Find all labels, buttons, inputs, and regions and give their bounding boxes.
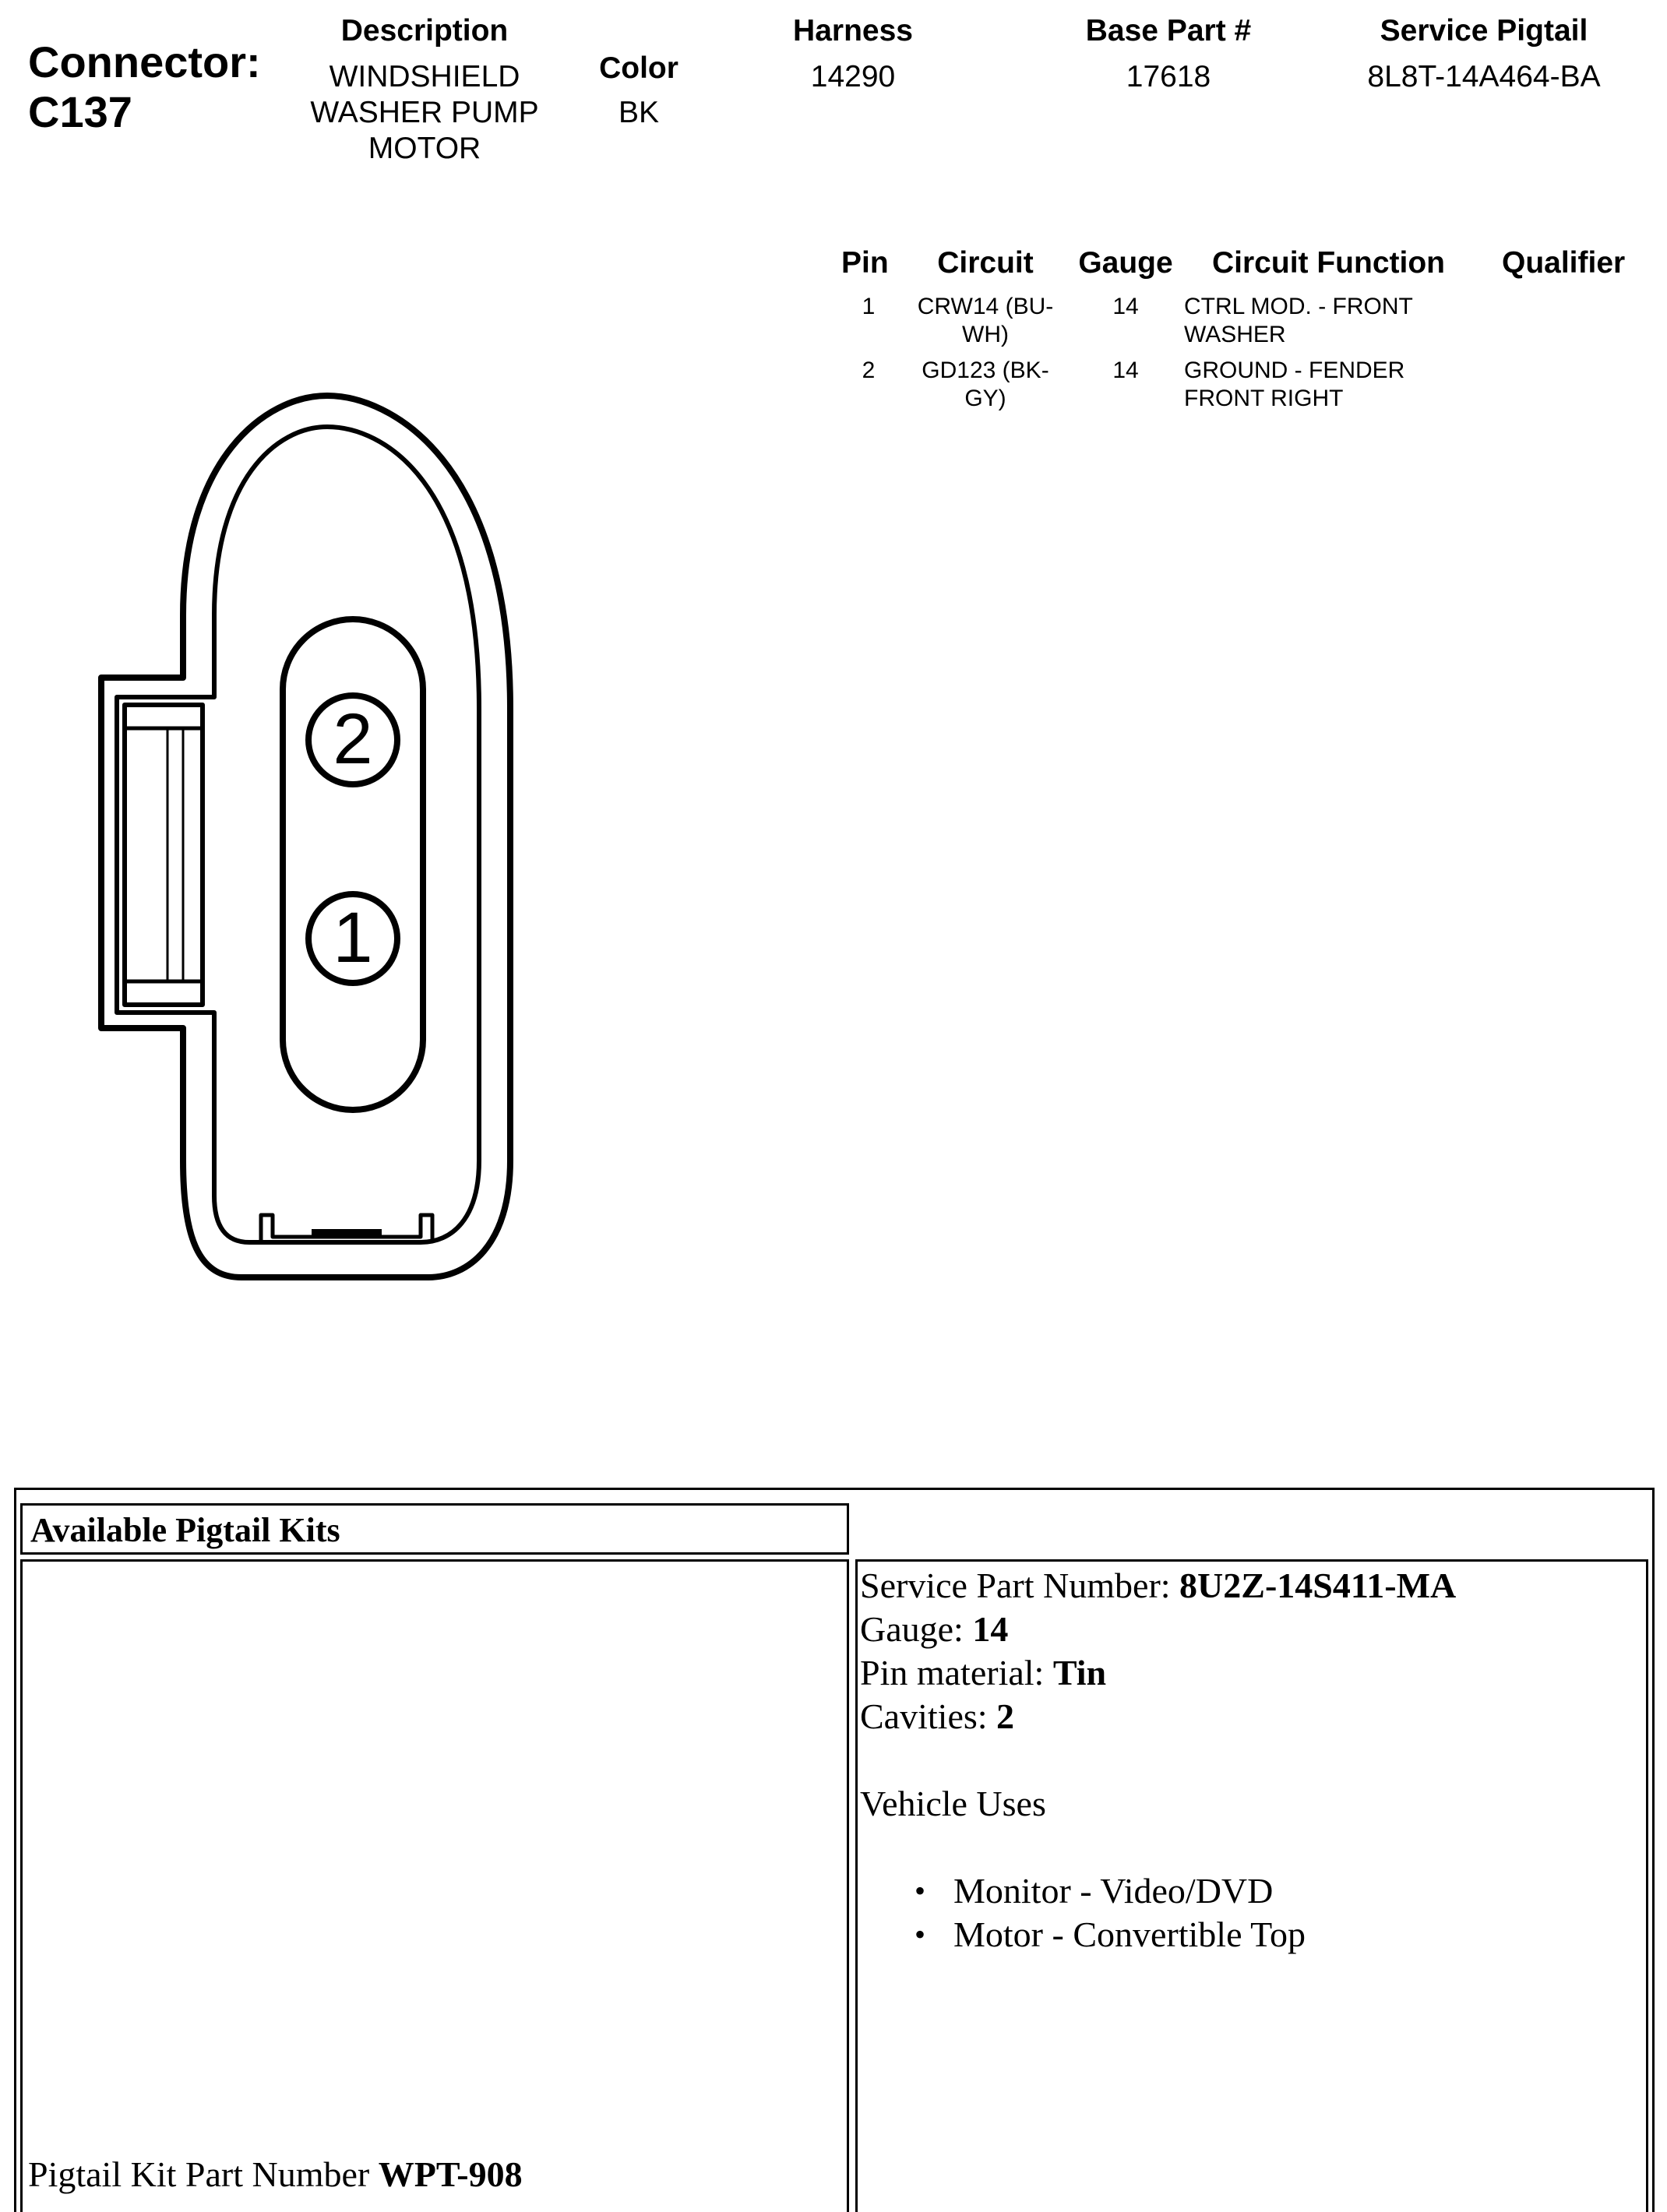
service-part-value: 8U2Z-14S411-MA: [1179, 1566, 1457, 1605]
gauge-label: Gauge:: [860, 1609, 964, 1649]
pin-material-value: Tin: [1052, 1653, 1107, 1692]
kits-title: Available Pigtail Kits: [30, 1511, 340, 1549]
kits-title-cell: [20, 1503, 849, 1555]
gauge-cell: 14: [1112, 294, 1139, 319]
cavities-label: Cavities:: [860, 1696, 988, 1736]
pin-cell: 2: [862, 358, 876, 383]
pin-column-header: Pin: [841, 246, 889, 280]
function-cell: CTRL MOD. - FRONT WASHER: [1184, 294, 1413, 347]
service-pigtail-header: Service Pigtail: [1380, 14, 1588, 48]
base-part-header: Base Part #: [1085, 14, 1252, 48]
color-header: Color: [599, 51, 678, 85]
list-item: • Motor - Convertible Top: [953, 1913, 1639, 1957]
list-item: • Monitor - Video/DVD: [953, 1869, 1639, 1913]
connector-latch: [125, 705, 203, 1005]
pin-1-label: 1: [333, 898, 373, 977]
vehicle-uses-list: [860, 1869, 1639, 1957]
gauge-value: 14: [972, 1609, 1009, 1649]
description-header: Description: [340, 14, 509, 48]
description-value: WINDSHIELD WASHER PUMP MOTOR: [310, 60, 539, 165]
qualifier-column-header: Qualifier: [1502, 246, 1626, 280]
harness-value: 14290: [810, 60, 896, 93]
cavities-value: 2: [996, 1696, 1015, 1736]
circuit-cell: CRW14 (BU-WH): [917, 294, 1054, 347]
connector-id: C137: [28, 87, 132, 136]
function-column-header: Circuit Function: [1212, 246, 1445, 280]
pin-cell: 1: [862, 294, 876, 319]
kit-image-cell: [20, 1559, 849, 2212]
color-value: BK: [618, 96, 660, 129]
base-part-value: 17618: [1126, 60, 1211, 93]
pin-material-line: [860, 1651, 1639, 1695]
service-part-label: Service Part Number:: [860, 1566, 1171, 1605]
kit-part-label: Pigtail Kit Part Number: [28, 2154, 370, 2194]
kit-details: [860, 1564, 1639, 1957]
harness-header: Harness: [793, 14, 913, 48]
pin-2-label: 2: [333, 699, 373, 779]
connector-label: Connector:: [28, 37, 261, 86]
gauge-column-header: Gauge: [1078, 246, 1173, 280]
circuit-cell: GD123 (BK-GY): [922, 358, 1049, 411]
gauge-cell: 14: [1112, 358, 1139, 383]
pin-material-label: Pin material:: [860, 1653, 1045, 1692]
function-cell: GROUND - FENDER FRONT RIGHT: [1184, 358, 1405, 411]
service-pigtail-value: 8L8T-14A464-BA: [1367, 60, 1601, 93]
kit-part-number: [28, 2153, 523, 2196]
service-part-line: [860, 1564, 1639, 1608]
circuit-column-header: Circuit: [937, 246, 1034, 280]
connector-title: [28, 37, 261, 137]
cavities-line: [860, 1695, 1639, 1738]
gauge-line: [860, 1608, 1639, 1651]
kit-part-value: WPT-908: [378, 2154, 523, 2194]
connector-face-diagram: [86, 382, 537, 1332]
vehicle-uses-heading: Vehicle Uses: [860, 1784, 1046, 1823]
